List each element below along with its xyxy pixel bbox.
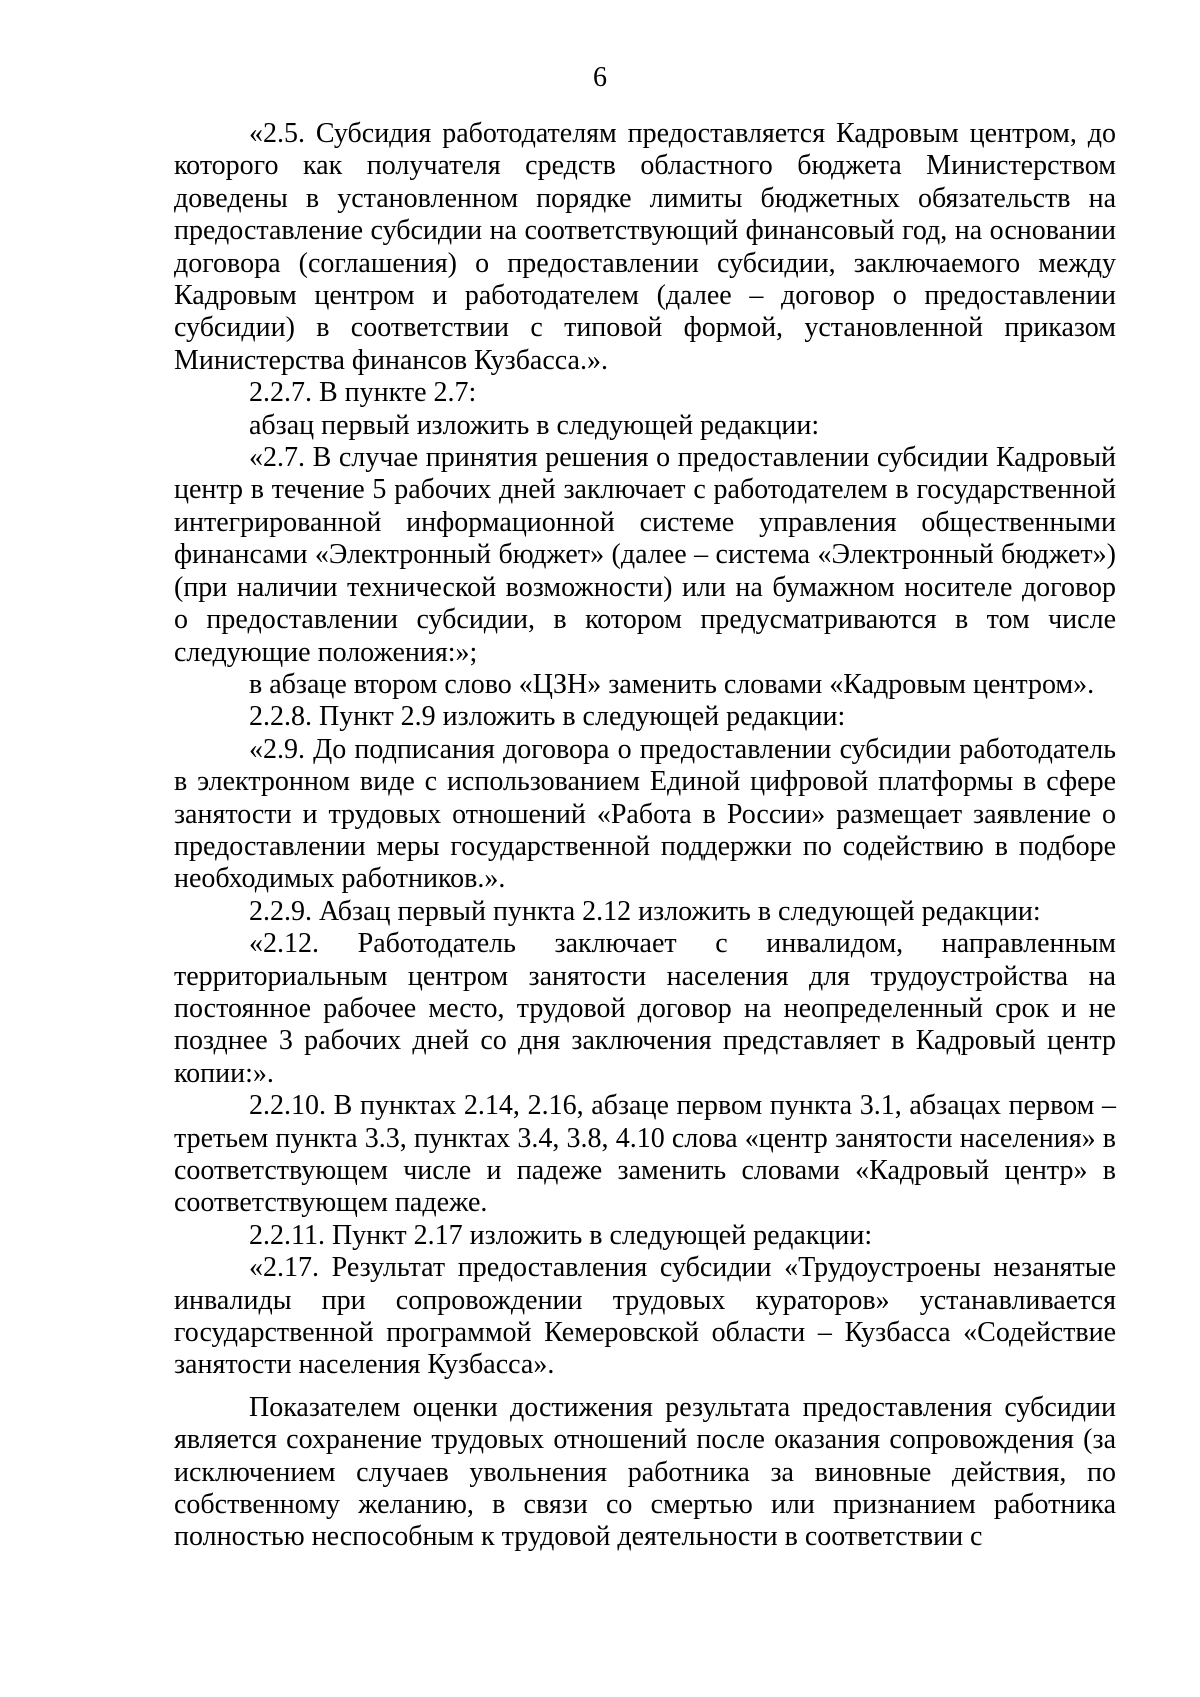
paragraph-2-2-10: 2.2.10. В пунктах 2.14, 2.16, абзаце первом пункта 3.1, абзацах первом – третьем пункта 3.3, пунктах 3.4, 3.8, 4.10 слова «центр занятости населения» в соответствующем числе и падеже заменить словами «Кадровый центр» в соответствующем падеже. (174, 1090, 1116, 1219)
paragraph-first-abzac: абзац первый изложить в следующей редакции: (249, 409, 820, 441)
paragraph-2-2-9-heading: 2.2.9. Абзац первый пункта 2.12 изложить в следующей редакции: (249, 895, 1041, 927)
paragraph-2-2-7-heading: 2.2.7. В пункте 2.7: (249, 377, 477, 409)
paragraph-2-12: «2.12. Работодатель заключает с инвалидом, направленным территориальным центром занятости населения для трудоустройства на постоянное рабочее место, трудовой договор на неопределенный срок и не позднее 3 рабочих дней со дня заключения представляет в Кадровый центр копии:». (174, 928, 1116, 1089)
page-number: 6 (593, 62, 607, 93)
paragraph-2-17: «2.17. Результат предоставления субсидии «Трудоустроены незанятые инвалиды при сопровождении трудовых кураторов» устанавливается государственной программой Кемеровской области – Кузбасса «Содействие занятости населения Кузбасса». (174, 1252, 1116, 1381)
paragraph-2-2-11-heading: 2.2.11. Пункт 2.17 изложить в следующей редакции: (249, 1219, 873, 1251)
document-body (174, 118, 1116, 1554)
paragraph-2-9: «2.9. До подписания договора о предоставлении субсидии работодатель в электронном виде с использованием Единой цифровой платформы в сфере занятости и трудовых отношений «Работа в России» размещает заявление о предоставлении меры государственной поддержки по содействию в подборе необходимых работников.». (174, 733, 1116, 895)
paragraph-2-2-8-heading: 2.2.8. Пункт 2.9 изложить в следующей редакции: (249, 701, 846, 733)
paragraph-2-7: «2.7. В случае принятия решения о предоставлении субсидии Кадровый центр в течение 5 рабочих дней заключает с работодателем в государственной интегрированной информационной системе управления общественными финансами «Электронный бюджет» (далее – система «Электронный бюджет») (при наличии технической возможности) или на бумажном носителе договор о предоставлении субсидии, в котором предусматриваются в том числе следующие положения:»; (174, 442, 1116, 668)
paragraph-2-5: «2.5. Субсидия работодателям предоставляется Кадровым центром, до которого как получателя средств областного бюджета Министерством доведены в установленном порядке лимиты бюджетных обязательств на предоставление субсидии на соответствующий финансовый год, на основании договора (соглашения) о предоставлении субсидии, заключаемого между Кадровым центром и работодателем (далее – договор о предоставлении субсидии) в соответствии с типовой формой, установленной приказом Министерства финансов Кузбасса.». (174, 118, 1116, 376)
paragraph-indicator: Показателем оценки достижения результата предоставления субсидии является сохранение трудовых отношений после оказания сопровождения (за исключением случаев увольнения работника за виновные действия, по собственному желанию, в связи со смертью или признанием работника полностью неспособным к трудовой деятельности в соответствии с (174, 1391, 1116, 1553)
paragraph-second-abzac: в абзаце втором слово «ЦЗН» заменить словами «Кадровым центром». (249, 668, 1095, 700)
